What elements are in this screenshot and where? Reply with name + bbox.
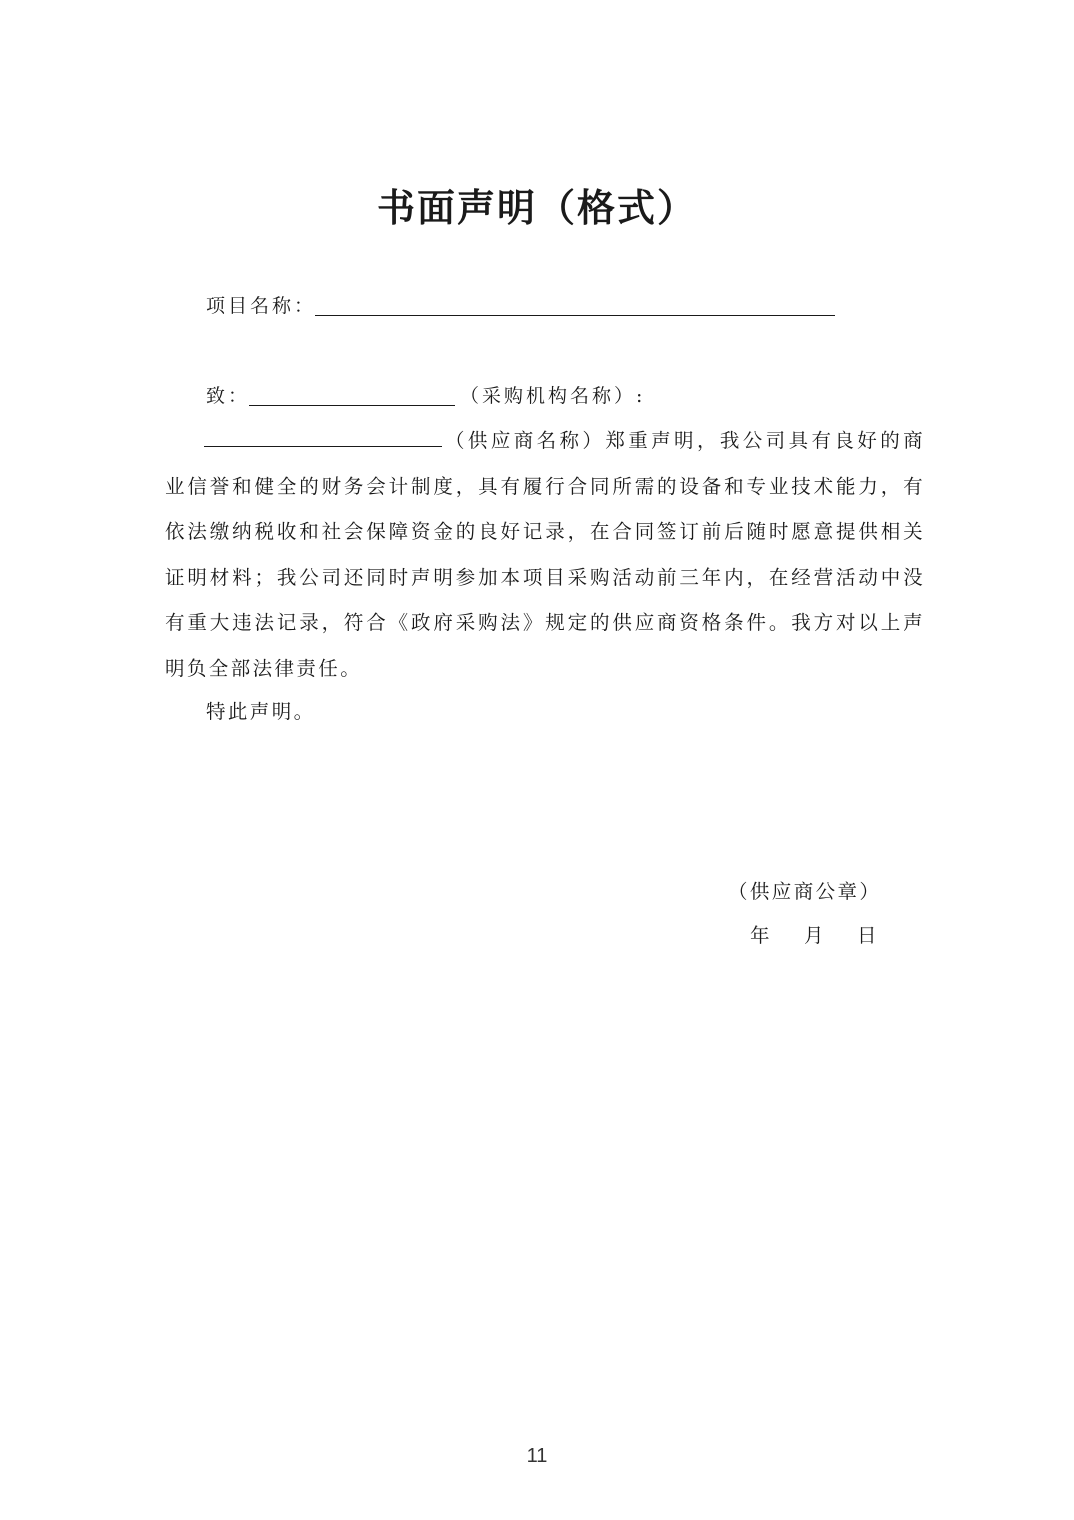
agency-name-blank: [249, 405, 455, 406]
project-name-label: 项目名称：: [206, 295, 317, 317]
agency-suffix-row: [460, 378, 645, 414]
to-label: 致：: [206, 385, 251, 407]
supplier-name-blank: [204, 424, 442, 447]
date-year: 年: [750, 924, 770, 947]
page-title: 书面声明（格式）: [376, 185, 697, 230]
page-number: 11: [526, 1445, 548, 1467]
supplier-seal: （供应商公章）: [728, 880, 882, 903]
project-name-row: [206, 288, 316, 324]
date-day: 日: [857, 924, 877, 947]
declaration-paragraph: [165, 418, 925, 692]
closing-statement: 特此声明。: [206, 700, 316, 723]
to-row: [206, 378, 250, 414]
declaration-text: （供应商名称）郑重声明，我公司具有良好的商业信誉和健全的财务会计制度，具有履行合同所需的设备和专业技术能力，有依法缴纳税收和社会保障资金的良好记录，在合同签订前后随时愿意提供相关证明材料；我公司还同时声明参加本项目采购活动前三年内，在经营活动中没有重大违法记录，符合《政府采购法》规定的供应商资格条件。我方对以上声明负全部法律责任。: [165, 429, 925, 680]
date-month: 月: [804, 924, 824, 947]
project-name-blank: [315, 315, 835, 316]
agency-suffix: （采购机构名称）:: [460, 385, 646, 407]
